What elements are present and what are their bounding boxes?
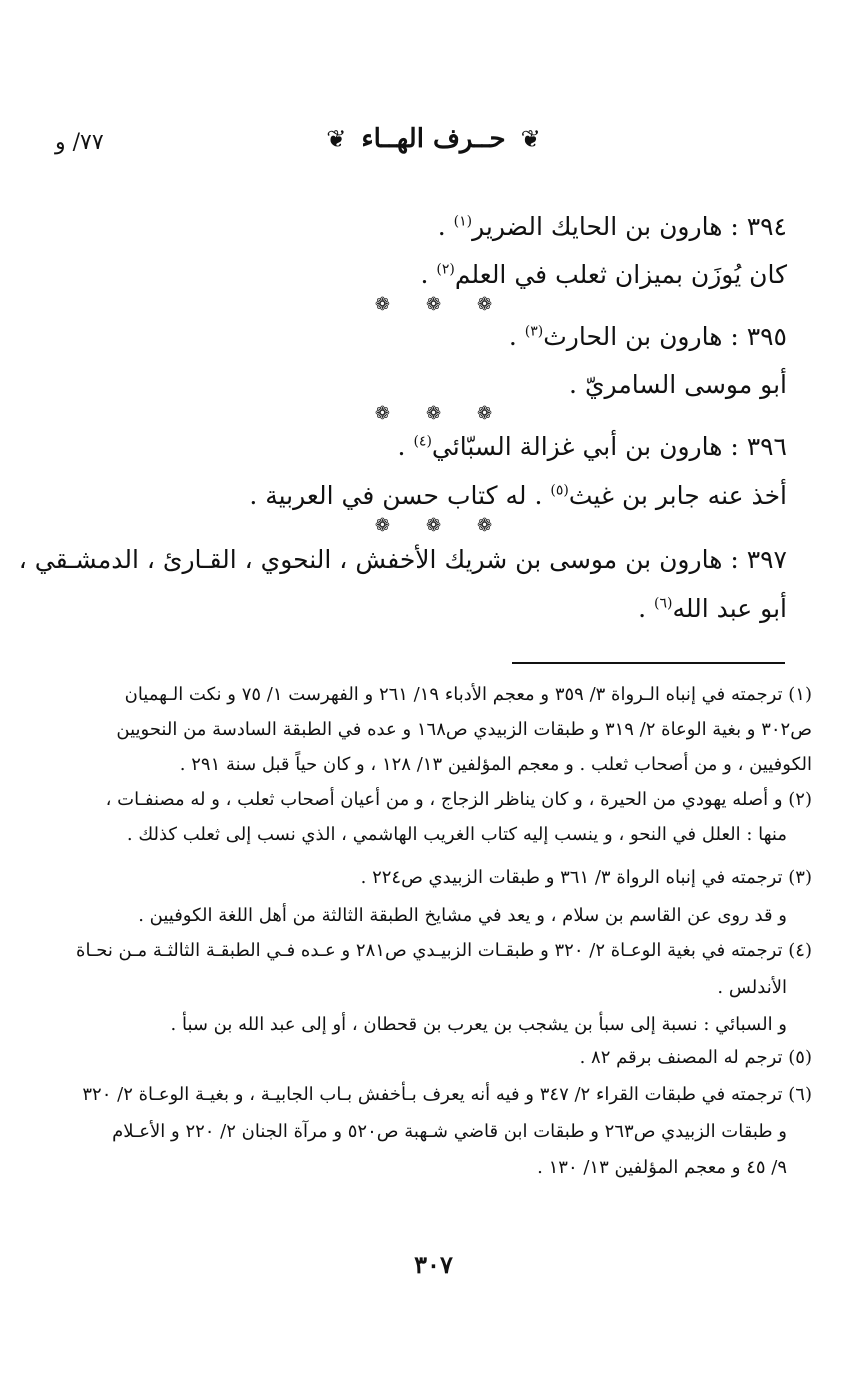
entry-separator: ❁❁❁ [374,294,493,315]
footnote-line: و السبائي : نسبة إلى سبأ بن يشجب بن يعرب بن قحطان ، أو إلى عبد الله بن سبأ . [170,1014,787,1035]
entry-line: ٣٩٥ : هارون بن الحارث$^{(٣)}$ . [508,322,787,351]
footnote-line: الكوفيين ، و من أصحاب ثعلب . و معجم المؤلفين ١٣/ ١٢٨ ، و كان حياً قبل سنة ٢٩١ . [179,754,812,775]
footnote-line: (٢) و أصله يهودي من الحيرة ، و كان يناظر الزجاج ، و من أعيان أصحاب ثعلب ، و له مصنفـات ، [105,789,812,810]
folio-marker: ٧٧/ و [55,130,104,155]
footnote-line: (٦) ترجمته في طبقات القراء ٢/ ٣٤٧ و فيه أنه يعرف بـأخفش بـاب الجابيـة ، و بغيـة الوعـاة ٢/ ٣٢٠ [82,1084,812,1105]
ornament-left: ❦ [326,125,347,153]
entry-line: أبو عبد الله$^{(٦)}$ . [638,594,787,623]
footnote-line: ص٣٠٢ و بغية الوعاة ٢/ ٣١٩ و طبقات الزبيدي ص١٦٨ و عده في الطبقة السادسة من النحويين [116,719,812,740]
footnote-ref: (١) [453,213,473,230]
footnote-line: الأندلس . [717,977,787,998]
footnote-ref: (٢) [436,261,455,278]
footnote-ref: (٥) [550,482,569,499]
page-number: ٣٠٧ [414,1250,453,1279]
entry-line: ٣٩٤ : هارون بن الحايك الضرير$^{(١)}$ . [437,212,787,241]
ornament-right: ❦ [520,125,541,153]
entry-line: أبو موسى السامريّ . [569,370,787,399]
entry-line: ٣٩٦ : هارون بن أبي غزالة السبّائي$^{(٤)}$ . [397,432,787,461]
entry-separator: ❁❁❁ [374,403,493,424]
footnote-line: (٤) ترجمته في بغية الوعـاة ٢/ ٣٢٠ و طبقـات الزبيـدي ص٢٨١ و عـده فـي الطبقـة الثالثـة مـن نحـاة [76,940,812,961]
footnote-line: (١) ترجمته في إنباه الـرواة ٣/ ٣٥٩ و معجم الأدباء ١٩/ ٢٦١ و الفهرست ١/ ٧٥ و نكت الـهميان [124,684,812,705]
footnote-line: و قد روى عن القاسم بن سلام ، و يعد في مشايخ الطبقة الثالثة من أهل اللغة الكوفيين . [138,905,787,926]
chapter-title: حــرف الهــاء [361,124,506,154]
entry-line: ٣٩٧ : هارون بن موسى بن شريك الأخفش ، النحوي ، القـارئ ، الدمشـقي ، [18,545,787,574]
entry-line: كان يُوزَن بميزان ثعلب في العلم$^{(٢)}$ . [420,260,787,289]
footnote-ref: (٣) [524,323,544,340]
footnote-line: ٩/ ٤٥ و معجم المؤلفين ١٣/ ١٣٠ . [537,1157,787,1178]
footnote-line: منها : العلل في النحو ، و ينسب إليه كتاب الغريب الهاشمي ، الذي نسب إلى ثعلب كذلك . [126,824,787,845]
footnote-line: (٣) ترجمته في إنباه الرواة ٣/ ٣٦١ و طبقات الزبيدي ص٢٢٤ . [360,867,812,888]
entry-line: أخذ عنه جابر بن غيث$^{(٥)}$ . له كتاب حسن في العربية . [249,481,787,510]
footnote-ref: (٤) [413,433,432,450]
footnote-line: (٥) ترجم له المصنف برقم ٨٢ . [579,1047,812,1068]
entry-separator: ❁❁❁ [374,515,493,536]
footnote-line: و طبقات الزبيدي ص٢٦٣ و طبقات ابن قاضي شـهبة ص٥٢٠ و مرآة الجنان ٢/ ٢٢٠ و الأعـلام [112,1121,787,1142]
footnote-rule [512,662,785,664]
page-header [0,124,867,154]
footnote-ref: (٦) [653,595,673,612]
